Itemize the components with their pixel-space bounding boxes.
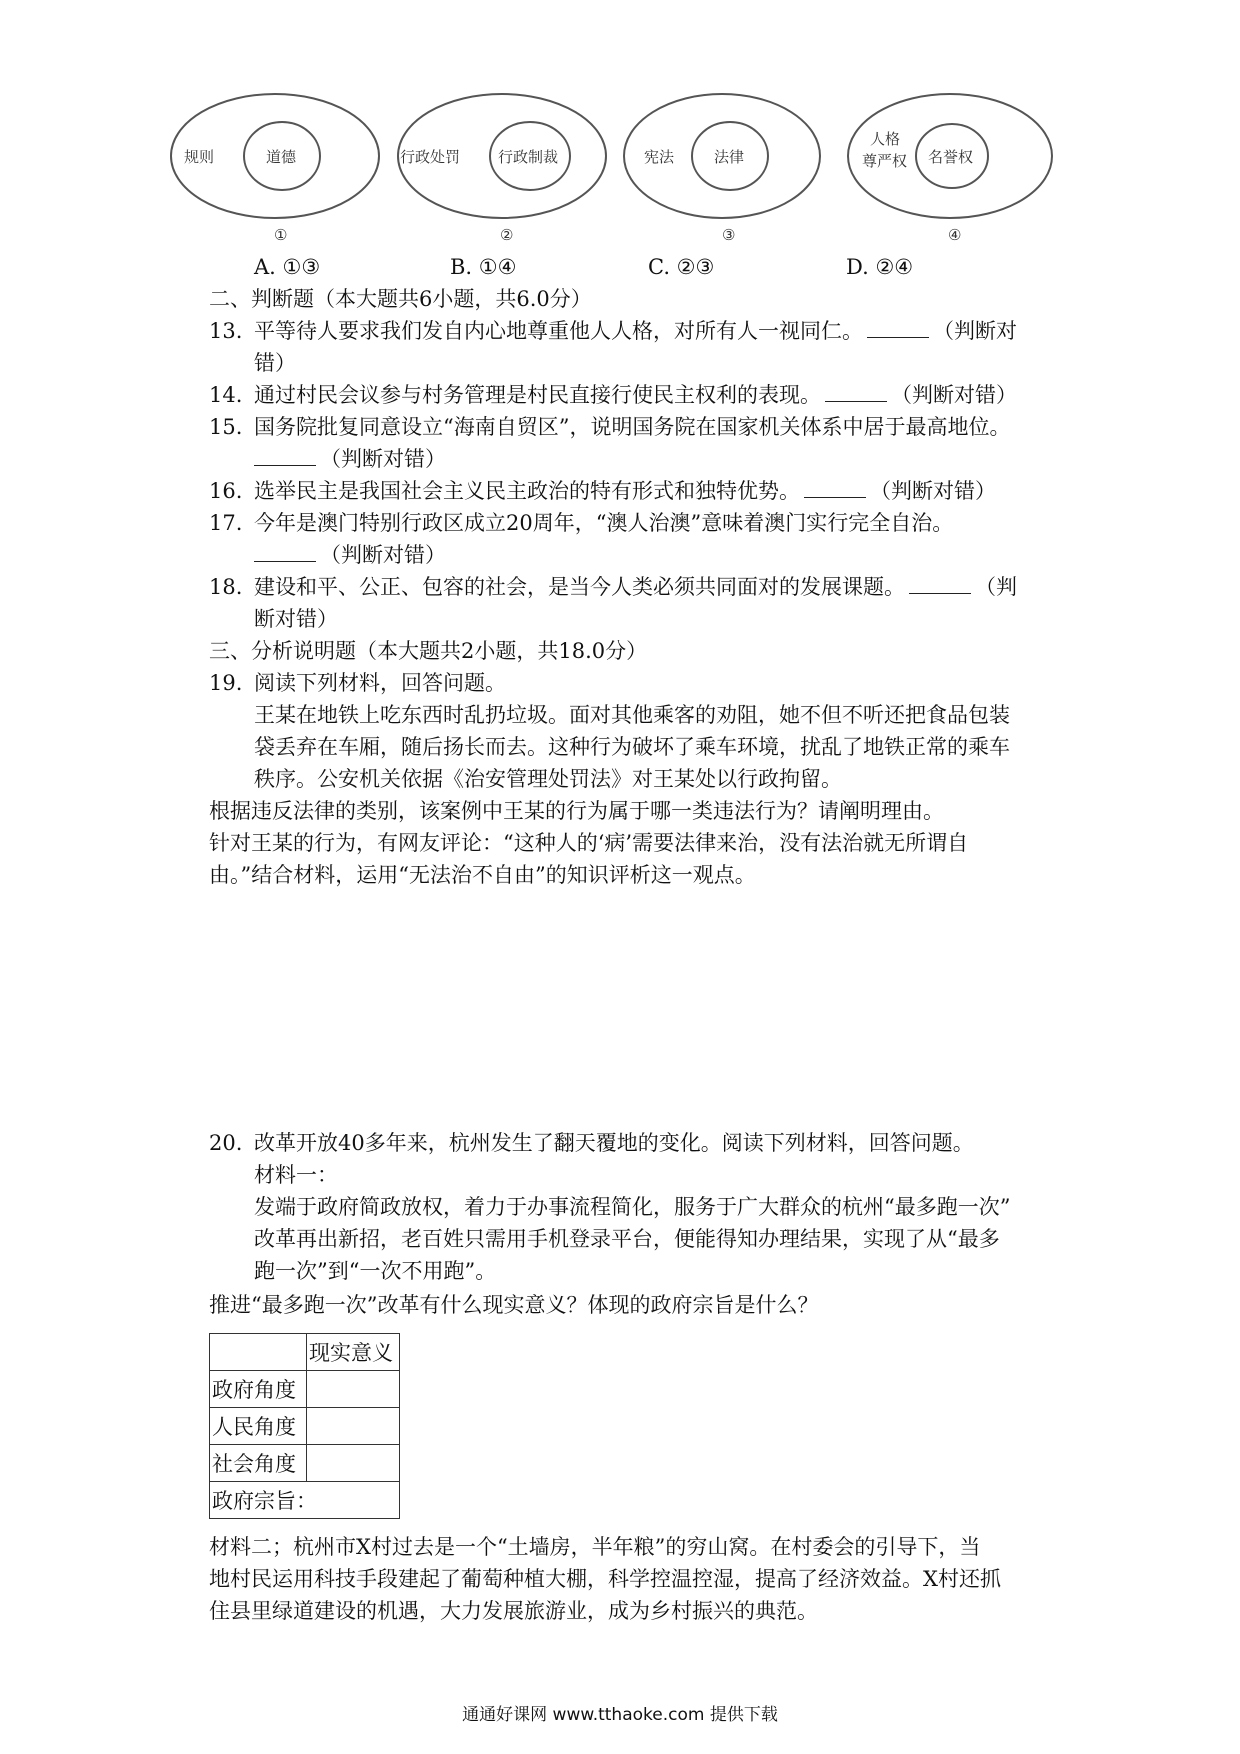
table-row: [210, 1334, 400, 1371]
page-footer: 通通好课网 www.tthaoke.com 提供下载: [462, 1705, 778, 1725]
diagram-4-inner-label: 名誉权: [928, 148, 974, 166]
table-row: [210, 1445, 400, 1482]
diagram-1-inner-label: 道德: [266, 148, 297, 166]
q20-material-1-line-2: 改革再出新招，老百姓只需用手机登录平台，便能得知办理结果，实现了从“最多: [254, 1227, 1000, 1251]
q20-number: 20.: [209, 1131, 243, 1155]
q16-text: 选举民主是我国社会主义民主政治的特有形式和独特优势。: [254, 479, 800, 503]
q17-answer-blank[interactable]: [254, 543, 316, 562]
q13-number: 13.: [209, 319, 243, 343]
q14-number: 14.: [209, 383, 243, 407]
section-2-title: 二、判断题（本大题共6小题，共6.0分）: [209, 287, 592, 311]
diagram-1-number: ①: [274, 226, 288, 244]
table-row: [210, 1371, 400, 1408]
diagram-4-outer-label-1: 人格: [870, 130, 901, 148]
diagram-4-number: ④: [948, 226, 962, 244]
q20-material-1-line-3: 跑一次”到“一次不用跑”。: [254, 1259, 497, 1283]
q20-material-1-label: 材料一：: [254, 1163, 338, 1187]
q15-line2: [254, 444, 446, 474]
table-header-cell: 现实意义: [307, 1334, 400, 1371]
q18-line2: 断对错）: [254, 607, 338, 631]
diagram-ellipses: [170, 92, 1070, 242]
q15-answer-blank[interactable]: [254, 447, 316, 466]
table-footer-cell[interactable]: 政府宗旨：: [210, 1482, 400, 1519]
option-d: D. ②④: [846, 255, 914, 279]
q20-intro: 改革开放40多年来，杭州发生了翻天覆地的变化。阅读下列材料，回答问题。: [254, 1131, 974, 1155]
q18-tail: （判: [975, 575, 1017, 599]
table-row: [210, 1482, 400, 1519]
diagram-1-outer-label: 规则: [184, 148, 215, 166]
q18-answer-blank[interactable]: [909, 575, 971, 594]
concept-diagrams: [170, 92, 1070, 252]
q16-line1: [254, 476, 996, 506]
q18-line1: [254, 572, 1017, 602]
q14-answer-blank[interactable]: [825, 383, 887, 402]
option-c: C. ②③: [648, 255, 715, 279]
diagram-2-inner-label: 行政制裁: [498, 148, 559, 166]
q17-number: 17.: [209, 511, 243, 535]
option-a: A. ①③: [254, 255, 321, 279]
table-row-label: 政府角度: [210, 1371, 307, 1408]
q20-material-2-line-1: 材料二；杭州市X村过去是一个“土墙房，半年粮”的穷山窝。在村委会的引导下，当: [209, 1535, 981, 1559]
q17-line1: 今年是澳门特别行政区成立20周年，“澳人治澳”意味着澳门实行完全自治。: [254, 511, 954, 535]
q20-material-1-line-1: 发端于政府简政放权，着力于办事流程简化，服务于广大群众的杭州“最多跑一次”: [254, 1195, 1011, 1219]
table-row-label: 人民角度: [210, 1408, 307, 1445]
q19-question-1: 根据违反法律的类别，该案例中王某的行为属于哪一类违法行为？请阐明理由。: [209, 799, 944, 823]
q16-answer-blank[interactable]: [804, 479, 866, 498]
section-3-title: 三、分析说明题（本大题共2小题，共18.0分）: [209, 639, 648, 663]
q19-material-line-3: 秩序。公安机关依据《治安管理处罚法》对王某处以行政拘留。: [254, 767, 842, 791]
q19-material-line-2: 袋丢弃在车厢，随后扬长而去。这种行为破坏了乘车环境，扰乱了地铁正常的乘车: [254, 735, 1010, 759]
q16-tail: （判断对错）: [870, 479, 996, 503]
option-b: B. ①④: [450, 255, 517, 279]
diagram-3-outer-label: 宪法: [644, 148, 675, 166]
q13-text: 平等待人要求我们发自内心地尊重他人人格，对所有人一视同仁。: [254, 319, 863, 343]
table-row: [210, 1408, 400, 1445]
q18-number: 18.: [209, 575, 243, 599]
table-answer-cell[interactable]: [307, 1371, 400, 1408]
q19-question-2-line-1: 针对王某的行为，有网友评论：“这种人的‘病’需要法律来治，没有法治就无所谓自: [209, 831, 969, 855]
diagram-3-inner-label: 法律: [714, 148, 745, 166]
q14-line1: [254, 380, 1017, 410]
q14-tail: （判断对错）: [891, 383, 1017, 407]
diagram-2-number: ②: [500, 226, 514, 244]
table-corner-cell: [210, 1334, 307, 1371]
diagram-2-outer-label: 行政处罚: [400, 148, 461, 166]
q13-answer-blank[interactable]: [867, 319, 929, 338]
q19-question-2-line-2: 由。”结合材料，运用“无法治不自由”的知识评析这一观点。: [209, 863, 756, 887]
q15-line1: 国务院批复同意设立“海南自贸区”，说明国务院在国家机关体系中居于最高地位。: [254, 415, 1011, 439]
q14-text: 通过村民会议参与村务管理是村民直接行使民主权利的表现。: [254, 383, 821, 407]
table-answer-cell[interactable]: [307, 1408, 400, 1445]
q16-number: 16.: [209, 479, 243, 503]
q13-line2: 错）: [254, 351, 296, 375]
q19-material-line-1: 王某在地铁上吃东西时乱扔垃圾。面对其他乘客的劝阻，她不但不听还把食品包装: [254, 703, 1010, 727]
table-answer-cell[interactable]: [307, 1445, 400, 1482]
q20-material-2-line-3: 住县里绿道建设的机遇，大力发展旅游业，成为乡村振兴的典范。: [209, 1599, 818, 1623]
q17-tail: （判断对错）: [320, 543, 446, 567]
q20-answer-table: [209, 1333, 400, 1519]
q13-line1: [254, 316, 1017, 346]
diagram-3-number: ③: [722, 226, 736, 244]
diagram-4-outer-label-2: 尊严权: [862, 152, 908, 170]
q20-question-1: 推进“最多跑一次”改革有什么现实意义？体现的政府宗旨是什么？: [209, 1293, 819, 1317]
q19-intro: 阅读下列材料，回答问题。: [254, 671, 506, 695]
q17-line2: [254, 540, 446, 570]
table-row-label: 社会角度: [210, 1445, 307, 1482]
q19-number: 19.: [209, 671, 243, 695]
q18-text: 建设和平、公正、包容的社会，是当今人类必须共同面对的发展课题。: [254, 575, 905, 599]
q20-material-2-line-2: 地村民运用科技手段建起了葡萄种植大棚，科学控温控湿，提高了经济效益。X村还抓: [209, 1567, 1001, 1591]
q13-tail: （判断对: [933, 319, 1017, 343]
q15-number: 15.: [209, 415, 243, 439]
q15-tail: （判断对错）: [320, 447, 446, 471]
